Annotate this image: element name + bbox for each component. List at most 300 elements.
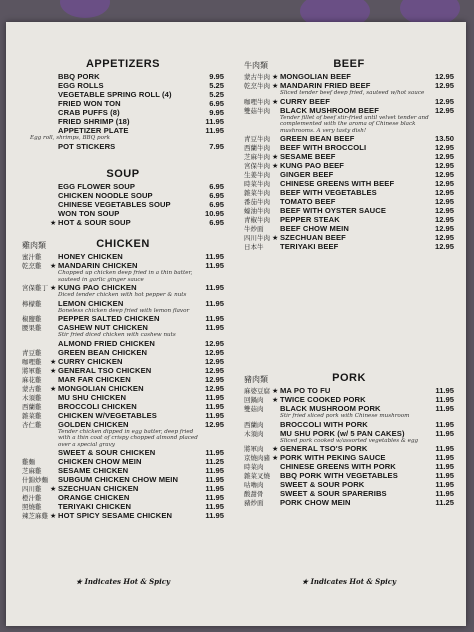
section-header [244, 58, 454, 72]
item-price: 5.25 [209, 90, 224, 99]
item-name: SESAME BEEF [280, 152, 336, 161]
item-name: MONGOLIAN CHICKEN [58, 383, 144, 393]
item-name: PORK WITH PEKING SAUCE [280, 453, 386, 462]
menu-item-row [244, 242, 454, 251]
hot-spicy-star-icon: ★ [272, 446, 279, 453]
item-name: LEMON CHICKEN [58, 298, 124, 308]
menu-item [244, 233, 454, 242]
menu-item [22, 375, 224, 384]
hot-spicy-star-icon: ★ [272, 83, 279, 90]
item-price: 11.95 [205, 298, 224, 308]
item-price: 12.95 [204, 347, 224, 357]
hot-spicy-star-icon: ★ [272, 235, 279, 242]
item-price: 7.95 [209, 141, 224, 151]
item-name: HOT SPICY SESAME CHICKEN [58, 511, 173, 520]
menu-item-row [22, 493, 224, 502]
item-name: CHINESE GREENS WITH BEEF [280, 179, 395, 188]
item-chinese-name: 酸甜骨 [244, 490, 264, 498]
item-price: 6.95 [209, 200, 224, 209]
item-price: 11.95 [205, 502, 224, 511]
menu-item [244, 206, 454, 215]
item-price: 11.95 [435, 419, 454, 429]
menu-item [244, 498, 454, 507]
item-price: 11.95 [435, 395, 454, 404]
menu-item [22, 126, 224, 142]
menu-item [244, 197, 454, 206]
item-price: 12.95 [434, 233, 454, 242]
menu-item [22, 299, 224, 315]
soup-section [22, 168, 224, 227]
item-name: SZECHUAN CHICKEN [58, 484, 139, 493]
menu-item-row [22, 283, 224, 292]
menu-item-row [22, 384, 224, 393]
menu-item-row [244, 215, 454, 224]
item-description: Boneless chicken deep fried with lemon flavor [58, 307, 190, 314]
item-price: 11.95 [205, 493, 224, 502]
menu-item-row [22, 357, 224, 366]
menu-item-row [22, 420, 224, 429]
item-chinese-name: 杏仁雞 [22, 420, 42, 429]
menu-item [244, 453, 454, 462]
item-price: 11.95 [205, 261, 224, 270]
menu-item [22, 72, 224, 81]
item-name: VEGETABLE SPRING ROLL (4) [58, 90, 172, 99]
menu-item-row [22, 209, 224, 218]
menu-item-row [22, 90, 224, 99]
menu-item-row [22, 393, 224, 402]
section-chinese-title: 牛肉類 [244, 61, 268, 70]
menu-item [244, 161, 454, 170]
section-header [244, 372, 454, 386]
item-description: Tender fillet of beef stir-fried until velvet tender and complemented with the aroma of Chinese black mushrooms. A very tasty dish! [280, 114, 429, 134]
item-name: CURRY BEEF [280, 96, 330, 106]
menu-item-row [22, 457, 224, 466]
item-name: HONEY CHICKEN [58, 252, 123, 261]
menu-item-row [22, 299, 224, 308]
item-price: 12.95 [204, 374, 224, 384]
item-price: 12.95 [204, 338, 224, 348]
item-chinese-name: 蒙古牛肉 [244, 73, 270, 81]
item-price: 12.95 [434, 206, 454, 215]
item-description: Egg roll, shrimps, BBQ pork [30, 135, 111, 141]
pork-section [244, 372, 454, 507]
hot-spicy-star-icon: ★ [50, 486, 57, 493]
item-price: 12.95 [434, 197, 454, 206]
item-price: 11.95 [435, 489, 454, 498]
item-chinese-name: 雙菇牛肉 [244, 106, 270, 115]
menu-item [244, 143, 454, 152]
item-chinese-name: 麻花雞 [22, 375, 42, 384]
menu-item-row [22, 142, 224, 151]
item-name: BLACK MUSHROOM BEEF [280, 105, 379, 115]
menu-item [22, 457, 224, 466]
item-price: 11.95 [435, 462, 454, 471]
menu-item [244, 179, 454, 188]
menu-item-row [22, 323, 224, 332]
item-chinese-name: 回鍋肉 [244, 396, 264, 404]
item-description: Chopped up chicken deep fried in a thin batter, sauteed in garlic ginger sauce [58, 270, 193, 283]
menu-item [22, 200, 224, 209]
item-price: 9.95 [209, 72, 224, 81]
menu-item-row [22, 375, 224, 384]
menu-item-row [244, 197, 454, 206]
item-name: GOLDEN CHICKEN [58, 419, 129, 429]
item-price: 12.95 [434, 188, 454, 197]
menu-item-row [244, 444, 454, 453]
menu-item-row [22, 366, 224, 375]
item-name: ALMOND FRIED CHICKEN [58, 338, 155, 348]
item-chinese-name: 蠔油牛肉 [244, 207, 270, 215]
item-name: MANDARIN CHICKEN [58, 261, 138, 270]
item-price: 11.95 [205, 410, 224, 420]
item-price: 12.95 [204, 383, 224, 393]
menu-item [22, 402, 224, 411]
item-chinese-name: 雞麵 [22, 458, 35, 466]
menu-item [244, 134, 454, 143]
item-chinese-name: 什錦炒麵 [22, 476, 48, 484]
item-name: EGG ROLLS [58, 81, 104, 90]
item-chinese-name: 芝麻雞 [22, 467, 42, 475]
menu-item-row [22, 475, 224, 484]
menu-item-row [22, 81, 224, 90]
menu-item [22, 314, 224, 323]
background-cloth-pattern [60, 0, 110, 18]
menu-item-row [244, 386, 454, 395]
item-name: MU SHU CHICKEN [58, 392, 127, 402]
menu-item-row [22, 502, 224, 511]
item-chinese-name: 橙汁雞 [22, 494, 42, 502]
item-price: 11.95 [205, 252, 224, 261]
item-chinese-name: 四川雞 [22, 485, 42, 493]
menu-item-row [244, 429, 454, 438]
menu-item [22, 283, 224, 299]
menu-item-row [244, 453, 454, 462]
item-name: POT STICKERS [58, 141, 116, 151]
menu-item-row [22, 339, 224, 348]
hot-spicy-star-icon: ★ [50, 263, 57, 270]
item-price: 11.95 [205, 511, 224, 520]
item-price: 9.95 [209, 108, 224, 117]
item-name: GREEN BEAN BEEF [280, 134, 355, 143]
menu-item [22, 502, 224, 511]
item-price: 6.95 [209, 182, 224, 191]
menu-item-row [22, 72, 224, 81]
item-description: Sliced pork cooked w/assorted vegetables & egg [280, 437, 419, 444]
menu-item [22, 411, 224, 420]
item-name: MU SHU PORK (w/ 5 PAN CAKES) [280, 428, 405, 438]
menu-item-row [244, 233, 454, 242]
menu-item-row [244, 81, 454, 90]
menu-item-row [244, 395, 454, 404]
item-price: 11.95 [435, 480, 454, 489]
item-chinese-name: 番茄牛肉 [244, 198, 270, 206]
menu-item-row [22, 126, 224, 135]
item-name: MONGOLIAN BEEF [280, 72, 352, 81]
item-price: 11.95 [205, 283, 224, 292]
menu-item [22, 466, 224, 475]
item-chinese-name: 木須肉 [244, 429, 264, 438]
item-chinese-name: 生姜牛肉 [244, 171, 270, 179]
item-name: SWEET & SOUR PORK [280, 480, 365, 489]
menu-item-row [22, 314, 224, 323]
item-chinese-name: 時菜牛肉 [244, 180, 270, 188]
item-name: WON TON SOUP [58, 209, 120, 218]
item-name: BEEF CHOW MEIN [280, 224, 349, 233]
item-name: TOMATO BEEF [280, 197, 336, 206]
item-name: MANDARIN FRIED BEEF [280, 81, 371, 90]
item-name: CRAB PUFFS (8) [58, 108, 120, 117]
menu-item [22, 511, 224, 520]
hot-spicy-star-icon: ★ [272, 455, 279, 462]
item-chinese-name: 腰果雞 [22, 324, 42, 332]
item-price: 6.95 [209, 218, 224, 227]
chicken-section [22, 238, 224, 520]
item-name: BBQ PORK WITH VEGETABLES [280, 471, 398, 480]
menu-item [244, 97, 454, 106]
menu-item-row [244, 489, 454, 498]
menu-item [244, 215, 454, 224]
item-name: BEEF WITH VEGETABLES [280, 188, 377, 197]
item-price: 11.95 [435, 386, 454, 395]
menu-item-row [244, 106, 454, 115]
item-name: SWEET & SOUR CHICKEN [58, 448, 156, 457]
menu-item [22, 323, 224, 339]
item-price: 12.95 [434, 215, 454, 224]
menu-item-row [244, 471, 454, 480]
menu-item [22, 117, 224, 126]
item-name: BROCCOLI CHICKEN [58, 401, 137, 411]
item-name: BEEF WITH OYSTER SAUCE [280, 206, 386, 215]
item-chinese-name: 日本牛 [244, 243, 264, 251]
menu-item-row [22, 108, 224, 117]
menu-item-row [244, 170, 454, 179]
menu-item-row [244, 224, 454, 233]
item-name: SUBGUM CHICKEN CHOW MEIN [58, 475, 179, 484]
right-column [244, 22, 454, 626]
item-chinese-name: 雜菜牛肉 [244, 189, 270, 197]
section-title: SOUP [106, 168, 140, 180]
menu-item-row [244, 420, 454, 429]
item-price: 11.25 [435, 498, 454, 507]
item-price: 11.25 [205, 457, 224, 466]
section-title: PORK [332, 372, 366, 384]
item-price: 11.95 [205, 484, 224, 493]
item-price: 12.95 [434, 242, 454, 251]
menu-item [22, 252, 224, 261]
item-name: CHICKEN CHOW MEIN [58, 457, 142, 466]
item-name: ORANGE CHICKEN [58, 493, 130, 502]
item-name: CHICKEN NOODLE SOUP [58, 191, 153, 200]
item-name: APPETIZER PLATE [58, 126, 129, 135]
item-chinese-name: 將軍雞 [22, 366, 42, 375]
menu-item [22, 191, 224, 200]
menu-item-row [22, 200, 224, 209]
menu-page [6, 22, 466, 626]
menu-item-row [244, 188, 454, 197]
item-price: 12.95 [434, 170, 454, 179]
item-price: 5.25 [209, 81, 224, 90]
item-price: 13.50 [434, 134, 454, 143]
menu-item-row [22, 218, 224, 227]
menu-item-row [22, 448, 224, 457]
menu-item-row [22, 191, 224, 200]
item-name: GENERAL TSO'S PORK [280, 444, 368, 453]
hot-spicy-star-icon: ★ [50, 220, 57, 227]
menu-item [244, 81, 454, 97]
item-price: 12.95 [204, 365, 224, 375]
item-name: SZECHUAN BEEF [280, 233, 346, 242]
item-chinese-name: 芝麻牛肉 [244, 153, 270, 161]
item-description: Stir fried diced chicken with cashew nuts [58, 332, 176, 338]
item-price: 12.95 [434, 224, 454, 233]
menu-item-row [22, 182, 224, 191]
menu-item [22, 108, 224, 117]
menu-item [22, 493, 224, 502]
item-chinese-name: 京燒肉豬 [244, 454, 270, 462]
menu-item [244, 242, 454, 251]
item-name: HOT & SOUR SOUP [58, 218, 131, 227]
menu-item-row [244, 161, 454, 170]
menu-item [244, 170, 454, 179]
menu-item [22, 475, 224, 484]
item-price: 11.95 [435, 471, 454, 480]
item-description: Sliced tender beef deep fried, sauteed w/hot sauce [280, 90, 425, 96]
item-chinese-name: 青豆牛肉 [244, 135, 270, 143]
item-chinese-name: 麻婆豆腐 [244, 387, 270, 395]
hot-spicy-star-icon: ★ [272, 154, 279, 161]
item-description: Diced tender chicken with hot pepper & nuts [58, 292, 187, 298]
item-chinese-name: 乾烹雞 [22, 262, 42, 270]
menu-item [244, 106, 454, 135]
item-price: 11.95 [435, 404, 454, 413]
item-price: 11.95 [205, 466, 224, 475]
menu-item [244, 386, 454, 395]
item-price: 12.95 [434, 179, 454, 188]
item-price: 11.95 [205, 475, 224, 484]
menu-item-row [244, 480, 454, 489]
item-chinese-name: 青豆雞 [22, 348, 42, 357]
item-price: 12.95 [434, 72, 454, 81]
item-name: MAR FAR CHICKEN [58, 374, 131, 384]
item-description: Tender chicken dipped in egg batter, deep fried with a thin coat of crispy chopped almond placed over a special gravy [58, 428, 198, 448]
hot-spicy-star-icon: ★ [272, 74, 279, 81]
menu-item-row [22, 252, 224, 261]
item-name: MA PO TO FU [280, 386, 331, 395]
item-price: 6.95 [209, 99, 224, 108]
item-price: 11.95 [205, 401, 224, 411]
item-name: PEPPER STEAK [280, 215, 340, 224]
item-chinese-name: 木須雞 [22, 393, 42, 402]
menu-item [244, 72, 454, 81]
item-name: GREEN BEAN CHICKEN [58, 347, 148, 357]
menu-item-row [22, 99, 224, 108]
menu-item-row [244, 143, 454, 152]
menu-item [22, 81, 224, 90]
item-chinese-name: 宮保雞丁 [22, 284, 48, 292]
item-chinese-name: 青椒牛肉 [244, 216, 270, 224]
item-name: BBQ PORK [58, 72, 100, 81]
item-chinese-name: 檸檬雞 [22, 299, 42, 308]
menu-item-row [22, 511, 224, 520]
item-chinese-name: 咖哩雞 [22, 357, 42, 366]
menu-item-row [22, 261, 224, 270]
menu-item [22, 484, 224, 493]
item-name: SESAME CHICKEN [58, 466, 129, 475]
section-title: CHICKEN [96, 238, 150, 250]
item-name: CHINESE GREENS WITH PORK [280, 462, 396, 471]
item-price: 12.95 [434, 105, 454, 115]
section-chinese-title: 雞肉類 [22, 241, 46, 250]
item-name: CHICKEN W/VEGETABLES [58, 410, 157, 420]
item-chinese-name: 將軍肉 [244, 445, 264, 453]
item-chinese-name: 四川牛肉 [244, 234, 270, 242]
menu-item [22, 384, 224, 393]
menu-item-row [244, 134, 454, 143]
footer-note-left: ★ Indicates Hot & Spicy [75, 577, 171, 586]
item-chinese-name: 咕嚕肉 [244, 481, 264, 489]
menu-item-row [22, 411, 224, 420]
item-chinese-name: 雙菇肉 [244, 405, 264, 413]
item-price: 12.95 [434, 161, 454, 170]
menu-item-row [22, 484, 224, 493]
menu-item-row [22, 402, 224, 411]
item-name: FRIED SHRIMP (18) [58, 117, 130, 126]
item-name: PORK CHOW MEIN [280, 498, 351, 507]
item-name: TERIYAKI CHICKEN [58, 502, 132, 511]
item-price: 12.95 [434, 81, 454, 90]
item-chinese-name: 宮保牛肉 [244, 162, 270, 170]
section-header [22, 238, 224, 252]
menu-item-row [244, 97, 454, 106]
menu-item [244, 224, 454, 233]
hot-spicy-star-icon: ★ [50, 358, 57, 366]
item-name: PEPPER SALTED CHICKEN [58, 314, 160, 323]
item-description: Stir fried sliced pork with Chinese mushroom [280, 413, 410, 419]
item-chinese-name: 椒鹽雞 [22, 315, 42, 323]
appetizers-section [22, 58, 224, 151]
menu-item-row [22, 117, 224, 126]
item-price: 12.95 [204, 356, 224, 366]
item-price: 11.95 [205, 117, 224, 126]
item-name: FRIED WON TON [58, 99, 121, 108]
item-name: CURRY CHICKEN [58, 356, 123, 366]
item-name: CHINESE VEGETABLES SOUP [58, 200, 171, 209]
menu-item [244, 152, 454, 161]
menu-item [22, 420, 224, 449]
menu-item [22, 90, 224, 99]
item-name: KUNG PAO BEEF [280, 161, 345, 170]
menu-item [244, 404, 454, 420]
hot-spicy-star-icon: ★ [50, 385, 57, 393]
item-name: BEEF WITH BROCCOLI [280, 143, 367, 152]
menu-item-row [244, 152, 454, 161]
section-title: APPETIZERS [85, 58, 161, 70]
item-price: 11.95 [205, 323, 224, 332]
menu-item [244, 420, 454, 429]
item-chinese-name: 豬炒面 [244, 499, 264, 507]
menu-item [22, 209, 224, 218]
section-chinese-title: 豬肉類 [244, 375, 268, 384]
menu-item [22, 218, 224, 227]
menu-item [22, 348, 224, 357]
item-name: TERIYAKI BEEF [280, 242, 339, 251]
menu-item [22, 366, 224, 375]
menu-item [244, 462, 454, 471]
item-chinese-name: 乾烹牛肉 [244, 82, 270, 90]
item-price: 11.95 [205, 126, 224, 135]
item-chinese-name: 照燒雞 [22, 503, 42, 511]
menu-item [22, 99, 224, 108]
